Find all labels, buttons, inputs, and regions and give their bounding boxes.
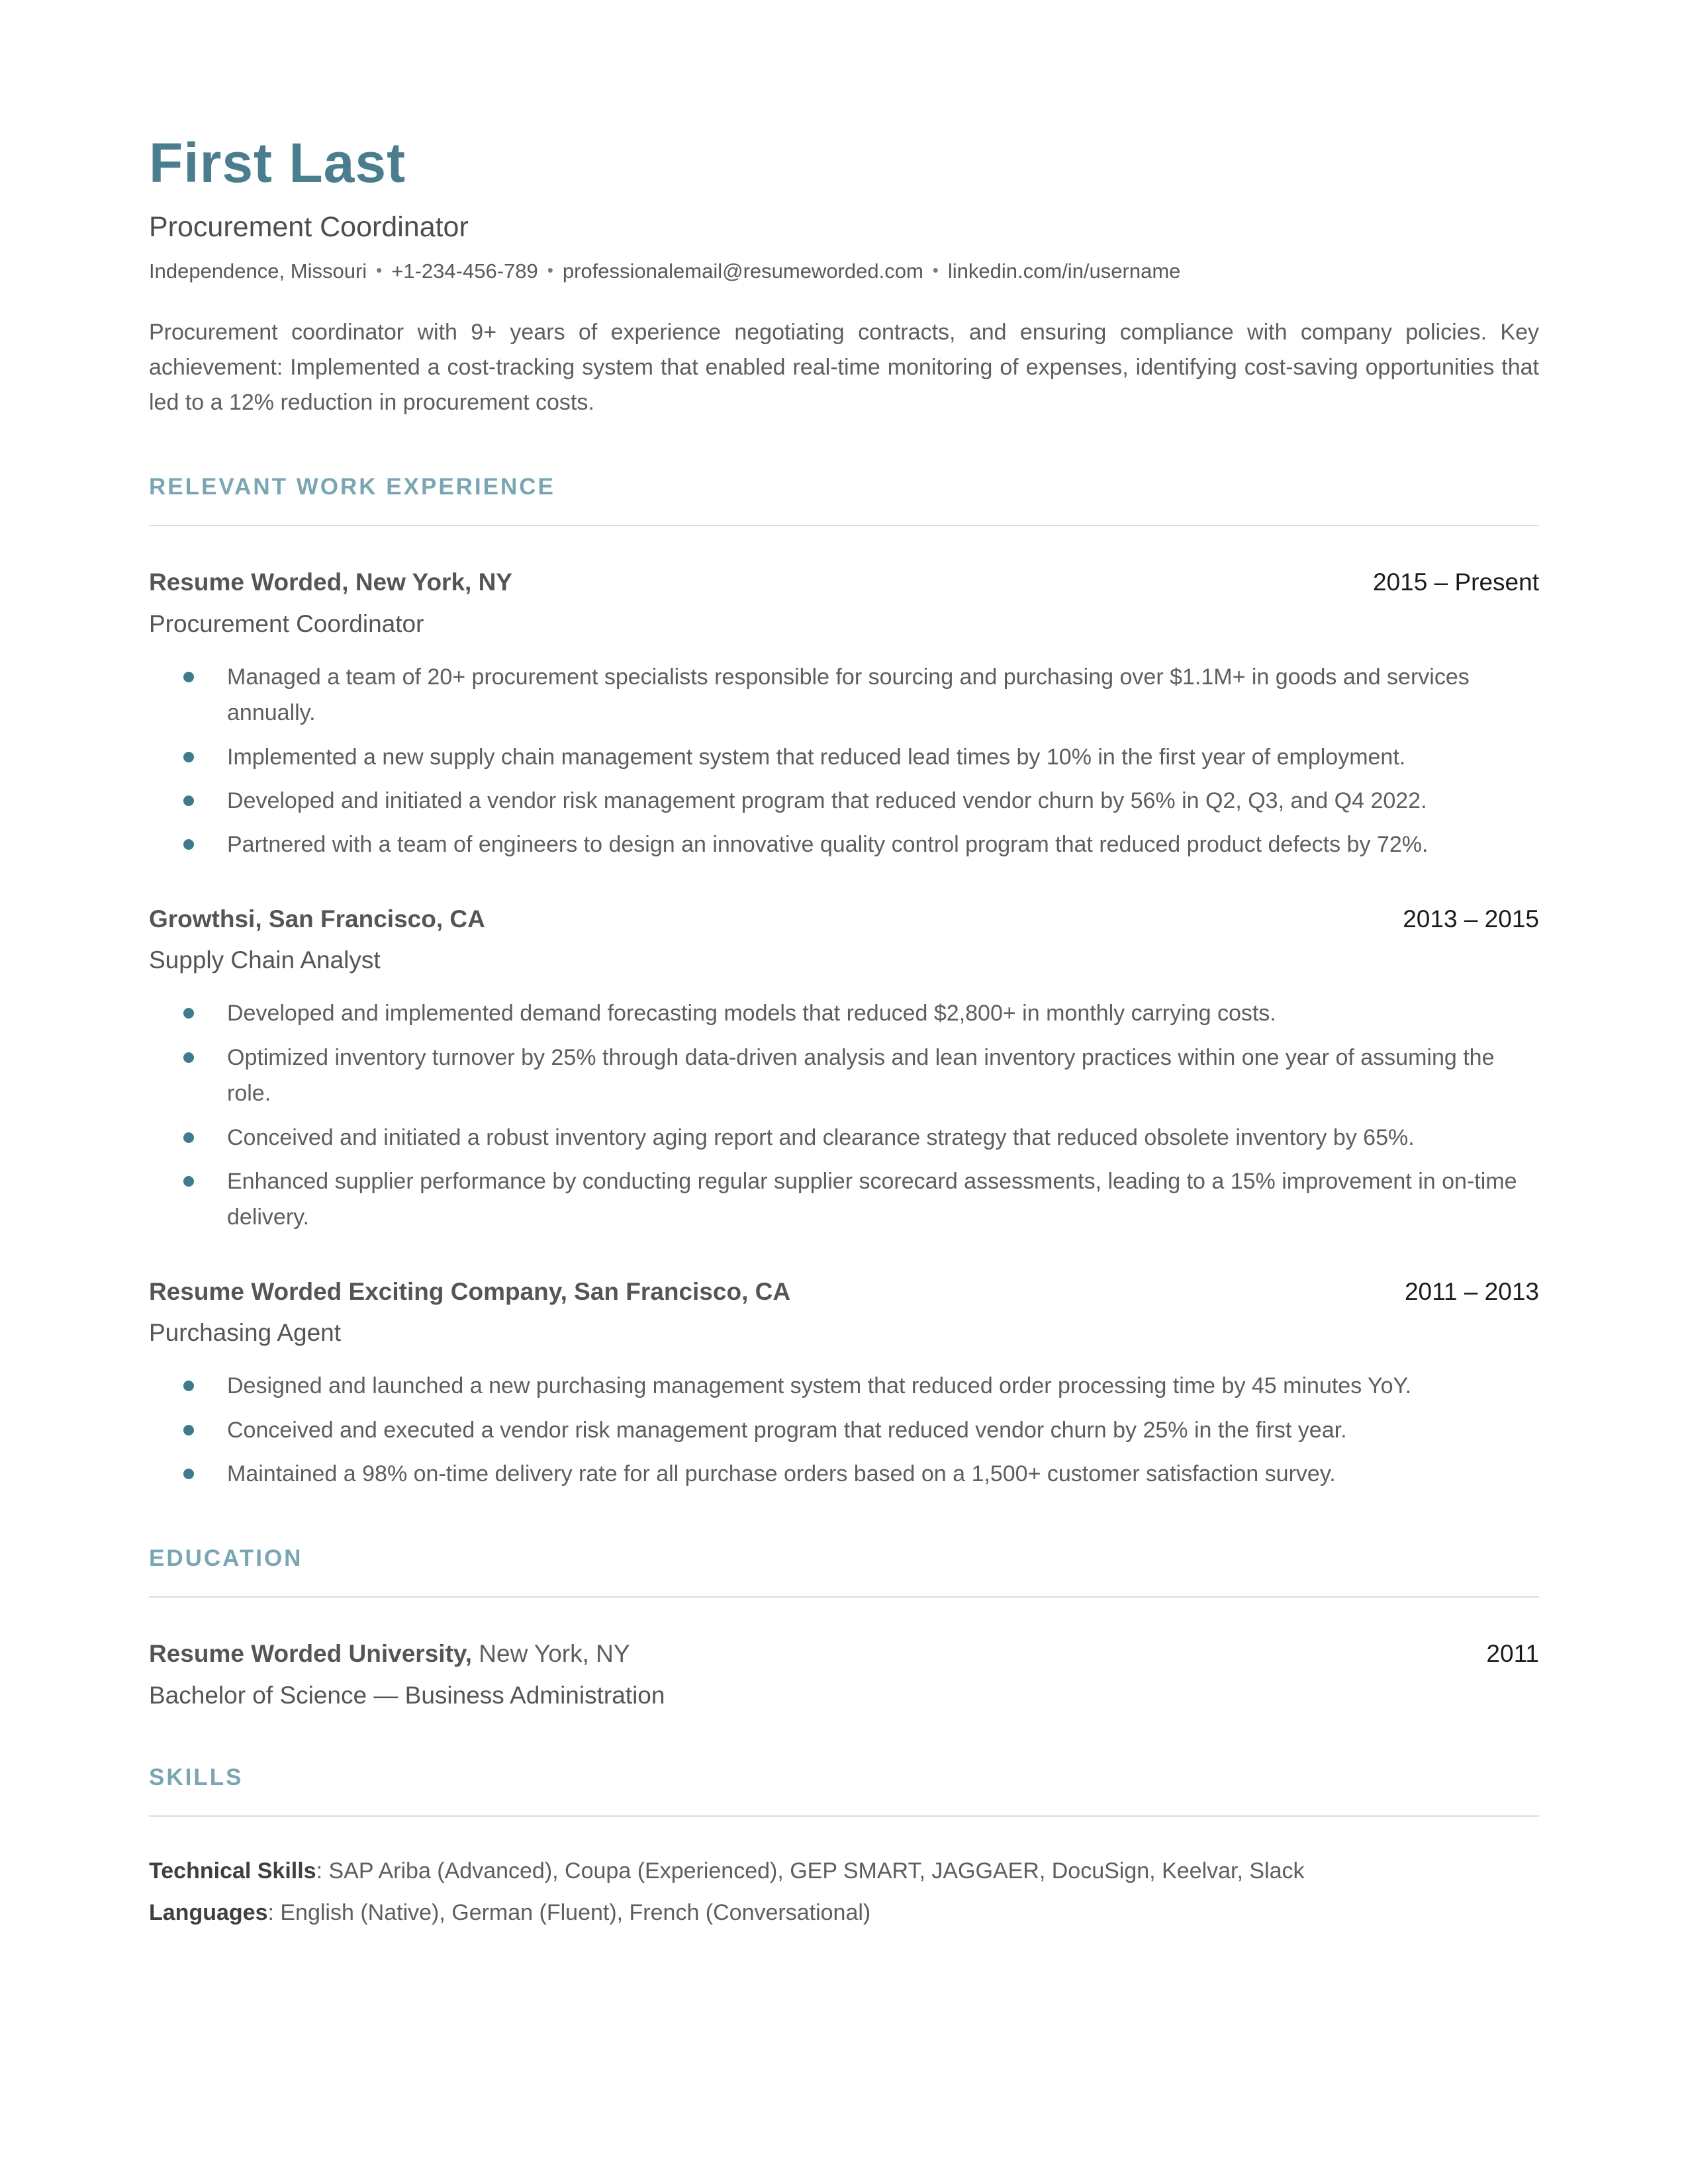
job-bullet-list	[149, 659, 1539, 863]
job-entry	[149, 904, 1539, 1236]
education-institution-location: New York, NY	[472, 1640, 630, 1668]
job-company: Resume Worded, New York, NY	[149, 569, 512, 596]
bullet-item: Enhanced supplier performance by conducting regular supplier scorecard assessments, leading to a 15% improvement in on-time delivery.	[227, 1163, 1539, 1236]
job-dates: 2015 – Present	[1373, 569, 1539, 596]
section-experience	[149, 473, 1539, 1492]
job-bullet-list	[149, 1368, 1539, 1492]
skill-values: : SAP Ariba (Advanced), Coupa (Experienced), GEP SMART, JAGGAER, DocuSign, Keelvar, Slack	[316, 1858, 1305, 1884]
job-header	[149, 904, 1539, 934]
job-dates: 2013 – 2015	[1403, 905, 1539, 933]
skills-section-heading: SKILLS	[149, 1764, 244, 1790]
section-education	[149, 1545, 1539, 1711]
job-header	[149, 567, 1539, 598]
job-company: Growthsi, San Francisco, CA	[149, 905, 485, 933]
education-institution	[149, 1639, 630, 1669]
skill-row	[149, 1854, 1539, 1889]
skill-row	[149, 1895, 1539, 1931]
contact-separator-icon: •	[932, 259, 939, 280]
experience-section-heading: RELEVANT WORK EXPERIENCE	[149, 474, 555, 500]
bullet-item: Developed and implemented demand forecasting models that reduced $2,800+ in monthly carrying costs.	[227, 995, 1539, 1031]
summary-paragraph: Procurement coordinator with 9+ years of experience negotiating contracts, and ensuring compliance with company policies. Key achievement: Implemented a cost-tracking system that enabled real-time monitoring of expenses, identifying cost-saving opportunities that led to a 12% reduction in procurement costs.	[149, 320, 1539, 416]
education-entry	[149, 1639, 1539, 1711]
candidate-name: First Last	[149, 132, 406, 194]
job-role-title: Procurement Coordinator	[149, 610, 424, 637]
job-role-title: Supply Chain Analyst	[149, 946, 381, 974]
job-entry	[149, 1277, 1539, 1492]
job-dates: 2011 – 2013	[1404, 1277, 1539, 1305]
contact-separator-icon: •	[547, 259, 553, 280]
candidate-job-title: Procurement Coordinator	[149, 211, 469, 244]
job-bullet-list	[149, 995, 1539, 1235]
bullet-item: Optimized inventory turnover by 25% through data-driven analysis and lean inventory practices within one year of assuming the role.	[227, 1040, 1539, 1112]
skill-category-label: Technical Skills	[149, 1858, 316, 1884]
bullet-item: Partnered with a team of engineers to design an innovative quality control program that reduced product defects by 72%.	[227, 827, 1539, 862]
section-divider	[149, 1815, 1539, 1817]
section-divider	[149, 1596, 1539, 1598]
bullet-item: Designed and launched a new purchasing management system that reduced order processing time by 45 minutes YoY.	[227, 1368, 1539, 1404]
bullet-item: Maintained a 98% on-time delivery rate for all purchase orders based on a 1,500+ customer satisfaction survey.	[227, 1456, 1539, 1492]
contact-phone: +1-234-456-789	[391, 259, 538, 283]
education-section-heading: EDUCATION	[149, 1545, 303, 1572]
contact-location: Independence, Missouri	[149, 259, 367, 283]
skill-values: : English (Native), German (Fluent), French (Conversational)	[267, 1899, 871, 1925]
skill-category-label: Languages	[149, 1899, 268, 1925]
job-header	[149, 1277, 1539, 1307]
contact-line	[149, 258, 1539, 285]
contact-linkedin-link[interactable]: linkedin.com/in/username	[947, 259, 1181, 283]
education-dates: 2011	[1486, 1640, 1539, 1668]
education-degree: Bachelor of Science — Business Administration	[149, 1681, 665, 1709]
education-institution-name: Resume Worded University,	[149, 1640, 472, 1668]
bullet-item: Managed a team of 20+ procurement specialists responsible for sourcing and purchasing over $1.1M+ in goods and services annually.	[227, 659, 1539, 731]
contact-separator-icon: •	[376, 259, 383, 280]
job-entry	[149, 567, 1539, 862]
bullet-item: Implemented a new supply chain management system that reduced lead times by 10% in the first year of employment.	[227, 739, 1539, 775]
bullet-item: Conceived and initiated a robust inventory aging report and clearance strategy that reduced obsolete inventory by 65%.	[227, 1120, 1539, 1156]
skills-block	[149, 1854, 1539, 1930]
section-divider	[149, 525, 1539, 526]
education-header	[149, 1639, 1539, 1669]
job-role-title: Purchasing Agent	[149, 1318, 342, 1346]
bullet-item: Developed and initiated a vendor risk management program that reduced vendor churn by 56% in Q2, Q3, and Q4 2022.	[227, 783, 1539, 819]
section-skills	[149, 1764, 1539, 1930]
resume-header	[149, 132, 1539, 420]
contact-email-link[interactable]: professionalemail@resumeworded.com	[562, 259, 923, 283]
job-company: Resume Worded Exciting Company, San Francisco, CA	[149, 1277, 791, 1305]
bullet-item: Conceived and executed a vendor risk management program that reduced vendor churn by 25% in the first year.	[227, 1412, 1539, 1448]
